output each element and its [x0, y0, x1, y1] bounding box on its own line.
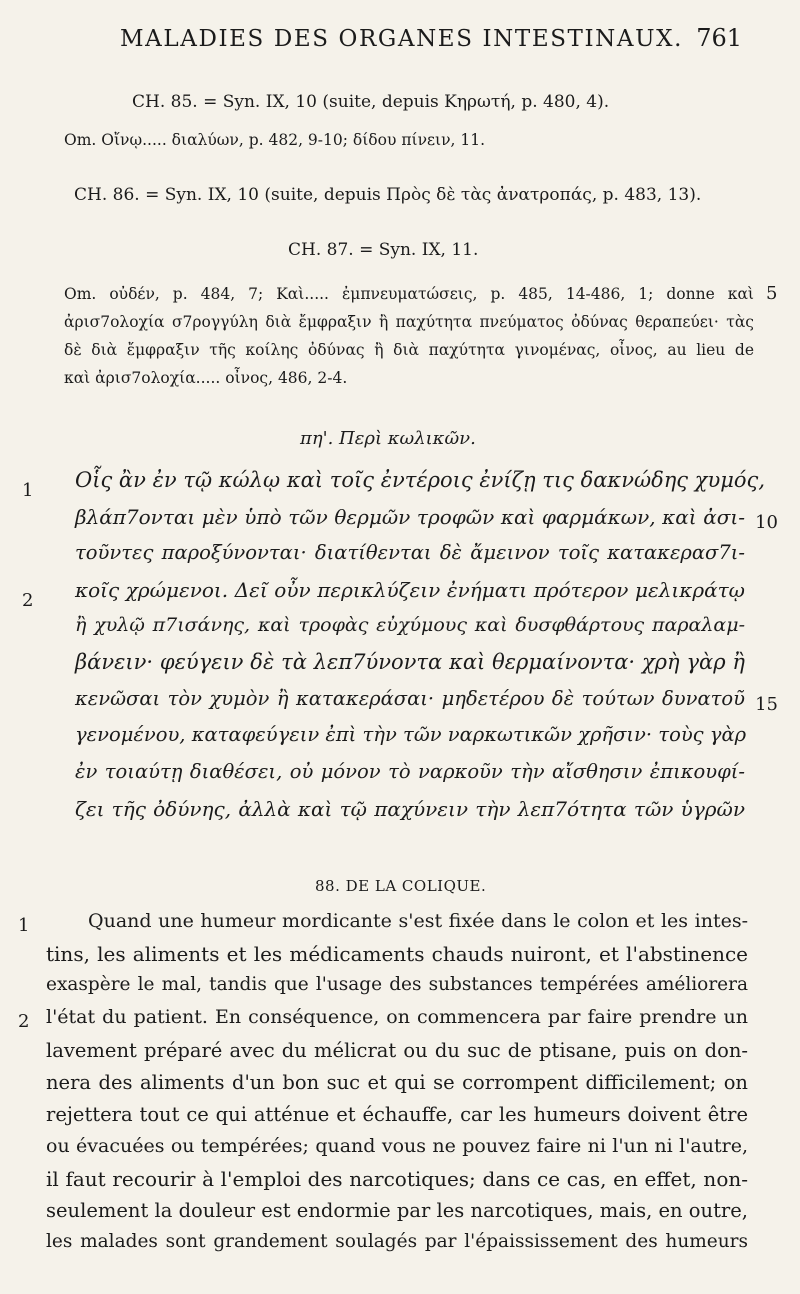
note-line: καὶ ἀρισ7ολοχία..... οἶνος, 486, 2-4. — [64, 369, 348, 387]
french-line: seulement la douleur est endormie par les narcotiques, mais, en outre, — [46, 1199, 748, 1222]
french-line: rejettera tout ce qui atténue et échauffe, car les humeurs doivent être — [46, 1103, 748, 1126]
note-line: CH. 87. = Syn. IX, 11. — [288, 240, 479, 260]
line-number: 2 — [18, 1011, 30, 1032]
french-line: nera des aliments d'un bon suc et qui se corrompent difficilement; on — [46, 1071, 748, 1094]
page-number: 761 — [696, 24, 742, 52]
french-line: exaspère le mal, tandis que l'usage des substances tempérées améliorera — [46, 974, 748, 995]
greek-line: ἢ χυλῷ π7ισάνης, καὶ τροφὰς εὐχύμους καὶ δυσφθάρτους παραλαμ- — [75, 614, 745, 636]
greek-line: κοῖς χρώμενοι. Δεῖ οὖν περικλύζειν ἐνήματι πρότερον μελικράτῳ — [75, 578, 745, 602]
french-line: l'état du patient. En conséquence, on commencera par faire prendre un — [46, 1006, 748, 1028]
note-line: CH. 85. = Syn. IX, 10 (suite, depuis Κηρωτή, p. 480, 4). — [132, 92, 610, 112]
greek-line: ζει τῆς ὀδύνης, ἀλλὰ καὶ τῷ παχύνειν τὴν λεπ7ότητα τῶν ὑγρῶν — [75, 797, 745, 821]
line-number: 15 — [755, 694, 778, 715]
french-line: ou évacuées ou tempérées; quand vous ne pouvez faire ni l'un ni l'autre, — [46, 1135, 748, 1157]
french-line: il faut recourir à l'emploi des narcotiques; dans ce cas, en effet, non- — [46, 1167, 748, 1191]
line-number: 1 — [22, 480, 34, 501]
line-number: 2 — [22, 590, 34, 611]
greek-line: Οἷς ἂν ἐν τῷ κώλῳ καὶ τοῖς ἐντέροις ἐνίζῃ τις δακνώδης χυμός, — [75, 468, 765, 492]
greek-line: βλάπ7ονται μὲν ὑπὸ τῶν θερμῶν τροφῶν καὶ φαρμάκων, καὶ ἀσι- — [75, 505, 745, 529]
greek-line: ἐν τοιαύτῃ διαθέσει, οὐ μόνον τὸ ναρκοῦν τὴν αἴσθησιν ἐπικουφί- — [75, 760, 745, 783]
greek-line: βάνειν· φεύγειν δὲ τὰ λεπ7ύνοντα καὶ θερμαίνοντα· χρὴ γὰρ ἢ — [75, 650, 745, 674]
note-line: CH. 86. = Syn. IX, 10 (suite, depuis Πρὸς δὲ τὰς ἀνατροπάς, p. 483, 13). — [74, 185, 702, 205]
greek-line: τοῦντες παροξύνονται· διατίθενται δὲ ἄμεινον τοῖς κατακερασ7ι- — [75, 541, 745, 564]
note-line: Om. οὐδέν, p. 484, 7; Καὶ..... ἐμπνευματώσεις, p. 485, 14-486, 1; donne καὶ — [64, 285, 754, 303]
french-line: les malades sont grandement soulagés par l'épaississement des humeurs — [46, 1231, 748, 1252]
french-line: tins, les aliments et les médicaments chauds nuiront, et l'abstinence — [46, 942, 748, 966]
note-line: ἀρισ7ολοχία σ7ρογγύλη διὰ ἔμφραξιν ἢ παχύτητα πνεύματος ὀδύνας θεραπεύει· τὰς — [64, 313, 754, 331]
greek-line: κενῶσαι τὸν χυμὸν ἢ κατακεράσαι· μηδετέρου δὲ τούτων δυνατοῦ — [75, 687, 745, 710]
running-header: MALADIES DES ORGANES INTESTINAUX. — [120, 26, 683, 52]
note-line: Om. Οἴνῳ..... διαλύων, p. 482, 9-10; δίδου πίνειν, 11. — [64, 131, 486, 149]
greek-line: γενομένου, καταφεύγειν ἐπὶ τὴν τῶν ναρκωτικῶν χρῆσιν· τοὺς γὰρ — [75, 723, 747, 746]
line-number: 10 — [755, 512, 778, 533]
line-number: 5 — [766, 283, 778, 304]
french-line: Quand une humeur mordicante s'est fixée dans le colon et les intes- — [88, 910, 748, 932]
greek-chapter-title: πη'. Περὶ κωλικῶν. — [300, 428, 476, 449]
french-line: lavement préparé avec du mélicrat ou du suc de ptisane, puis on don- — [46, 1039, 748, 1062]
french-chapter-title: 88. DE LA COLIQUE. — [315, 877, 487, 895]
note-line: δὲ διὰ ἔμφραξιν τῆς κοίλης ὀδύνας ἢ διὰ παχύτητα γινομένας, οἶνος, au lieu de — [64, 341, 754, 359]
line-number: 1 — [18, 915, 30, 936]
